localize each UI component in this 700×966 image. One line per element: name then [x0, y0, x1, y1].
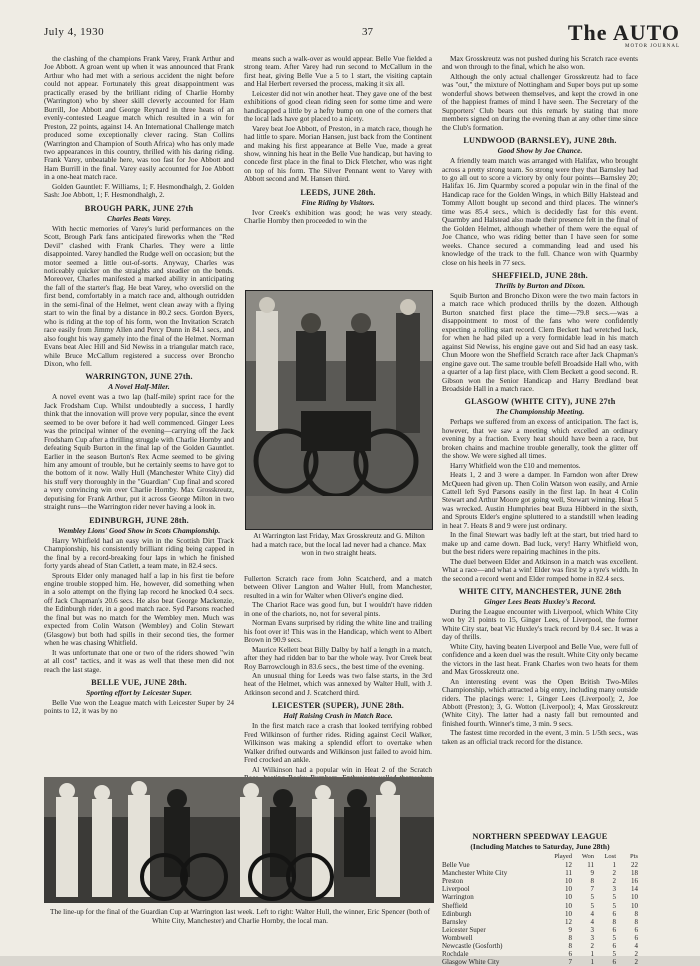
won-cell: 7 [590, 885, 594, 894]
won-cell: 5 [590, 893, 594, 902]
paragraph: An interesting event was the Open British Two-Miles Championship, which attracted a big entry, including many outside riders. The placings were: 1, Ginger Lees (Liverpool); 2, Joe Abbott (Preston); 3, G. Wotton (Liverpool); 4, Max Grosskreutz (White City). The latter had a nasty fall but remounted and finished fourth. Winner's time, 3 min. 9 secs. [442, 676, 638, 728]
points-cell: 6 [634, 933, 638, 942]
points-cell: 6 [634, 925, 638, 934]
paragraph: Varey beat Joe Abbott, of Preston, in a match race, though he had little to spare. Morian Hansen, just back from the Continent and making his first appearance at Belle Vue, made a great show, winning his heat in the Belle Vue handicap, but having to concede first place in the final to Dick Fletcher, who was right on top of his form. The Silver Pennant went to Varey with Abbott second and M. Hansen third. [244, 123, 432, 184]
league-row [442, 918, 638, 926]
paragraph: In the first match race a crash that looked terrifying robbed Fred Wilkinson of further rides. Riding against Cecil Walker, Wilkinson was making a splendid effort to overtake when Walker drifted outwards and Wilkinson just failed to avoid him. Fred crocked an ankle. [244, 721, 432, 765]
paragraph: The duel between Elder and Atkinson in a match was excellent. What a race—and what a win! Elder was first by a tyre's width. In the second a record went and Elder romped home in 82.4 secs. [442, 556, 638, 583]
played-cell: 11 [565, 869, 572, 878]
team-name: Newcastle (Gosforth) [442, 942, 503, 951]
col-lost: Lost [604, 853, 616, 860]
paragraph: means such a walk-over as would appear. Belle Vue fielded a strong team. After Varey had run second to McCallum in the first heat, giving Belle Vue a 5 to 1 start, the visiting captain and Hal Herbert reversed the process, making it six all. [244, 54, 432, 89]
lineup-photo-illustration [44, 777, 434, 903]
won-cell: 9 [590, 869, 594, 878]
page-number: 37 [362, 26, 373, 38]
won-cell: 1 [590, 958, 594, 966]
paragraph: The fastest time recorded in the event, 3 min. 5 1/5th secs., was taken as an official track record for the distance. [442, 728, 638, 746]
points-cell: 2 [634, 958, 638, 966]
won-cell: 5 [590, 901, 594, 910]
league-table-block [442, 832, 638, 966]
league-table [442, 853, 638, 966]
league-row [442, 893, 638, 901]
played-cell: 6 [568, 950, 572, 959]
played-cell: 10 [565, 909, 572, 918]
lost-cell: 6 [612, 909, 616, 918]
paragraph: During the League encounter with Liverpool, which White City won by 21 points to 15, Ginger Lees, of Liverpool, the former White City star, beat Vic Huxley's track record by 0.4 sec. It was a day of thrills. [442, 607, 638, 642]
paragraph: Max Grosskreutz was not pushed during his Scratch race events and won through to the final, which he also won. [442, 54, 638, 72]
paragraph: Leicester did not win another heat. They gave one of the best exhibitions of good clean riding seen for some time and were handicapped a little by a hefty bump on one of the corners that the local lads have got placed to a nicety. [244, 88, 432, 124]
won-cell: 3 [590, 925, 594, 934]
col-played: Played [554, 853, 572, 860]
played-cell: 10 [565, 885, 572, 894]
section-heading: LUNDWOOD (BARNSLEY), JUNE 28th. [463, 136, 617, 146]
won-cell: 2 [590, 942, 594, 951]
column-2-continued [244, 575, 432, 810]
section-heading: EDINBURGH, JUNE 28th. [89, 515, 189, 525]
played-cell: 8 [568, 933, 572, 942]
section-subheading: Good Show by Joe Chance. [497, 146, 583, 156]
won-cell: 4 [590, 909, 594, 918]
lost-cell: 6 [612, 942, 616, 951]
league-title: NORTHERN SPEEDWAY LEAGUE [472, 832, 608, 841]
belle-vue-preston-intro [44, 55, 234, 200]
league-row [442, 861, 638, 869]
points-cell: 14 [631, 885, 638, 894]
paragraph: A novel event was a two lap (half-mile) sprint race for the Jack Frodsham Cup. Whilst undoubtedly a success, I hardly think that the innovation will prove very popular, since the event seemed to be over before it had well commenced. Ginger Lees was the principal winner of the evening—carrying off the Jack Frodsham Cup after a thrilling struggle with Charlie Hornby and defeating Squib Burton in the final lap of the Golden Gauntlet. Earlier in the season Burton's Rex Acme seemed to be giving him any amount of trouble, but he certainly seems to have got to the bottom of it now. Wally Hull (Manchester White City) did his stuff very thoroughly in the "Guardian" Cup final and scored a very convincing win over Charlie Hornby. Max Grosskreutz, deputising for Frank Arthur, put it across George Milton in two straight runs—the Warrington rider never having a look in. [44, 392, 234, 512]
column-1 [44, 55, 234, 717]
lost-cell: 2 [612, 877, 616, 886]
section-subheading: Fine Riding by Visitors. [301, 197, 375, 207]
played-cell: 10 [565, 893, 572, 902]
section-subheading: The Championship Meeting. [495, 407, 585, 417]
paragraph: Fullerton Scratch race from John Scatcherd, and a match between Oliver Langton and Walter Hull, from Manchester, resulted in a win for Walter when Oliver's engine died. [244, 574, 432, 600]
team-name: Barnsley [442, 917, 467, 926]
league-row [442, 934, 638, 942]
league-row [442, 902, 638, 910]
league-row [442, 885, 638, 893]
league-row [442, 942, 638, 950]
team-name: Sheffield [442, 901, 468, 910]
points-cell: 8 [634, 917, 638, 926]
publication-logo: The AUTO [567, 20, 680, 45]
points-cell: 4 [634, 942, 638, 951]
paragraph: Norman Evans surprised by riding the white line and trailing his foot over it! This was in the Handicap, which went to Albert Brown in 90.9 secs. [244, 618, 432, 645]
paragraph: Squib Burton and Broncho Dixon were the two main factors in a match race which produced thrills by the dozen. Although Burton snatched first place the time—79.8 secs.—was a disappointment to most of the fans who were confidently expecting a rolling start record. Clem Beckett had wretched luck, for when he had piled up a very formidable lead in his match against Sid Newiss, his engine gave out and Sid had an easy task. Chun Moore won the Sheffield Scratch race after Jack Chapman's engine gave out. The same trouble befell Broadside Hall who, with a quarter of a lap first place, with Clem Beckett a good second. R. Gibson won the Senior Handicap and Harry Bredland beat Broadside Hall in a match race. [442, 290, 638, 393]
col-points: Pts [630, 853, 638, 860]
lost-cell: 8 [612, 917, 616, 926]
team-name: Liverpool [442, 885, 470, 894]
paragraph: The Chariot Race was good fun, but I wouldn't have ridden in one of the chariots, no, not for several pints. [244, 600, 432, 618]
section-subheading: Wembley Lions' Good Show in Scots Championship. [57, 525, 221, 535]
section-subheading: Charles Beats Varey. [106, 213, 172, 223]
points-cell: 8 [634, 909, 638, 918]
team-name: Edinburgh [442, 909, 472, 918]
league-subtitle: (Including Matches to Saturday, June 28th) [470, 842, 610, 851]
points-cell: 16 [631, 877, 638, 886]
played-cell: 12 [565, 917, 572, 926]
paragraph: White City, having beaten Liverpool and Belle Vue, were full of confidence and a keen duel was the result. White City only became the victors in the last heat. Frank Charles won two heats for them and Max Grosskreutz one. [442, 641, 639, 677]
won-cell: 4 [590, 917, 594, 926]
played-cell: 9 [568, 925, 572, 934]
played-cell: 10 [565, 901, 572, 910]
paragraph: Al Wilkinson had a popular win in Heat 2 of the Scratch [252, 764, 432, 774]
section-heading: BELLE VUE, JUNE 28th. [91, 678, 187, 687]
paragraph: Golden Gauntlet: F. Williams, 1; F. Hesmondhalgh, 2. Golden Sash: Joe Abbott, 1; F. Hesmondhalgh, 2. [44, 181, 234, 200]
section-subheading: Sporting effort by Leicester Super. [86, 688, 192, 697]
col-won: Won [581, 853, 594, 860]
lost-cell: 2 [612, 869, 616, 878]
paragraph: the clashing of the champions Frank Varey, Frank Arthur and Joe Abbott. A groan went up when it was announced that Frank Arthur who had met with a serious accident the night before could not appear. Fortunately this great disappointment was practically erased by the brilliant riding of Charlie Hornby (Warrington) who by sheer skill cleverly accounted for Ham Burrill, Joe Abbott and George Reynard in three heats of an evenly-contested League match which resulted in a win for Preston, 22 points, against 14. An International Challenge match produced some exceptionally clever racing. Stan Collins (Warrington and Champion of South Africa) who has only made two appearances in this country, thrilled with his daring riding. Frank Varey, unbeatable here, was too fast for Joe Abbott and Ham Burrill in the final. Varey easily accounted for Joe Abbott in a one-heat match race. [44, 54, 234, 182]
paragraph: In the final Stewart was badly left at the start, but tried hard to make up and came down. Bad luck, very! Harry Whitfield won, but the best riders were repairing machines in the pits. [442, 530, 638, 557]
lost-cell: 5 [612, 893, 616, 902]
played-cell: 12 [565, 861, 572, 870]
points-cell: 10 [631, 901, 638, 910]
played-cell: 10 [565, 877, 572, 886]
league-header-row [442, 853, 638, 861]
lost-cell: 5 [612, 950, 616, 959]
section-heading: LEEDS, JUNE 28th. [300, 187, 376, 197]
page-header [44, 20, 680, 52]
section-heading: WARRINGTON, JUNE 27th. [85, 372, 193, 382]
section-heading: SHEFFIELD, JUNE 28th. [492, 270, 588, 280]
lost-cell: 5 [612, 933, 616, 942]
paragraph: Harry Whitfield won the £10 and mementos. [450, 460, 581, 470]
league-row [442, 877, 638, 885]
league-row [442, 926, 638, 934]
section-heading: GLASGOW (WHITE CITY), JUNE 27th [464, 397, 616, 407]
section-heading: LEICESTER (SUPER), JUNE 28th. [271, 701, 405, 711]
publication-subtitle: MOTOR JOURNAL [625, 44, 680, 49]
won-cell: 11 [587, 861, 594, 870]
played-cell: 7 [568, 958, 572, 966]
section-subheading: Half Raising Crash in Match Race. [283, 711, 393, 721]
paragraph: Belle Vue won the League match with Leicester Super by 24 points to 12, it was by no [44, 698, 234, 716]
warrington-match-photo [245, 290, 433, 530]
league-row [442, 910, 638, 918]
league-row [442, 950, 638, 958]
paragraph: A friendly team match was arranged with Halifax, who brought across a pretty strong team. So strong were they that Barnsley had to go all out to score a victory by only four points—Barnsley 20; Halifax 16. Jim Quarmby scored a popular win in the final of the Handicap race for the Golden Wings, in which Billy Halstead and Tommy Allott bought up second and third places. The winner's time was 85.4 secs., which is decidedly fast for this event. Quarmby and Halstead also made their presence felt in the final of the Golden Helmet, although whether of them were the equal of Joe Chance, who was riding better than I have seen for some weeks. Chance secured a commanding lead and used his knowledge of the track to the full. Chance won with Quarmby close on his heels in 77 secs. [442, 156, 638, 267]
points-cell: 22 [631, 861, 638, 870]
lost-cell: 6 [612, 925, 616, 934]
played-cell: 8 [568, 942, 572, 951]
column-2 [244, 55, 432, 227]
won-cell: 8 [590, 877, 594, 886]
section-subheading: Thrills by Burton and Dixon. [494, 280, 586, 290]
league-row [442, 869, 638, 877]
section-subheading: Ginger Lees Beats Huxley's Record. [484, 597, 596, 607]
section-subheading: A Novel Half-Miler. [108, 382, 170, 392]
league-table-body [442, 861, 638, 966]
section-heading: WHITE CITY, MANCHESTER, JUNE 28th [458, 587, 622, 597]
column-3 [442, 55, 638, 747]
lost-cell: 3 [612, 885, 616, 894]
team-name: Belle Vue [442, 861, 470, 870]
team-name: Leicester Super [442, 925, 486, 934]
lost-cell: 5 [612, 901, 616, 910]
lost-cell: 1 [612, 861, 616, 870]
photo-caption: At Warrington last Friday, Max Grosskreutz and G. Milton had a match race, but the local lad never had a chance. Max won in two straight heats. [251, 531, 427, 558]
points-cell: 18 [631, 869, 638, 878]
issue-date: July 4, 1930 [44, 26, 105, 38]
team-name: Manchester White City [442, 869, 508, 878]
points-cell: 2 [634, 950, 638, 959]
team-name: Glasgow White City [442, 958, 500, 966]
paragraph: Heats 1, 2 and 3 were a damper. In Farndon won after Drew McQueen had given up. Then Colin Watson won easily, and Arnie Cattell left Syd Parsons easily in the first lap. In heat 4 Colin Stewart and Arthur Moore got going well, Stewart winning. Heat 5 was wrecked. Austin Humphries beat Buza Hibberd in the sixth, and Sprouts Elder's engine spluttered to a standstill when leading in heat 7. Heats 8 and 9 were just ordinary. [442, 470, 638, 530]
guardian-cup-lineup-photo [44, 777, 434, 903]
team-name: Wombwell [442, 933, 473, 942]
paragraph: It was unfortunate that one or two of the riders showed "win at all cost" tactics, and it was as well that these men did not reach the last stage. [44, 647, 234, 674]
paragraph: An unusual thing for Leeds was two false starts, in the 3rd heat of the Helmet, which was annexed by Walter Hull, with J. Atkinson second and J. Scatcherd third. [244, 670, 432, 697]
paragraph: Ivor Creek's exhibition was good; he was very steady. Charlie Hornby then proceeded to win the [244, 207, 432, 226]
won-cell: 1 [590, 950, 594, 959]
points-cell: 10 [631, 893, 638, 902]
paragraph: Although the only actual challenger Grosskreutz had to face was "out," the mixture of Nottingham and Super boys put up some wonderful shows between themselves, and kept the crowd in one of the happiest frames of mind I have seen. The Secretary of the Supporters' Club bears out this remark by stating that more members signed on during the evening than at any other time since the Club's formation. [442, 71, 638, 132]
paragraph: With hectic memories of Varey's lurid performances on the Scott, Brough Park fans anticipated fireworks when the "Red Devil" clashed with Frank Charles. They were a little disappointed. Varey handled the Rudge well on occasion; but the motor seemed a little out-of-sorts. Anyway, Charles was noticeably quicker on the straights and steadier on the bends. Moreover, Charles manifested a marked ability in anticipating the fall of the starter's flag. He beat Varey, who overslid on the first bend, comfortably in a match race and, although outridden in the semi-final of the Helmet, went clean away with a flying start to win the final by a distance in 80.2 secs. Gordon Byers, who is riding at the top of his form, won the Invitation Scratch race easily from Jimmy Allen and Percy Dunn in 84.1 secs, and also fought his way gamely into the final of the Helmet. Norman Evans beat Alec Hill and Sid Newiss in a triangular match race, while Bruce McCallum registered a success over Broncho Dixon, who fell. [44, 223, 234, 368]
league-row [442, 958, 638, 966]
riders-photo-illustration [246, 291, 432, 529]
paragraph: Sprouts Elder only managed half a lap in his first tie before engine trouble stopped him. He, however, did something when in a solo attempt on the flying lap record he knocked 0.4 secs. off Jack Chapman's 20.6 secs. He also beat George Mackenzie, the Edinburgh rider, in a good match race. Syd Parsons reached the final but was no match for the Wembley men. Much was expected from Colin Watson (Wembley) and Colin Stewart (Glasgow) but both had spills in their second ties, the former when he was chasing Whitfield. [44, 570, 234, 648]
bottom-photo-caption: The line-up for the final of the Guardian Cup at Warrington last week. Left to right: Walter Hull, the winner, Eric Spencer (both of White City, Manchester) and Charlie Hornby, the local man. [49, 907, 431, 925]
lost-cell: 6 [612, 958, 616, 966]
team-name: Rochdale [442, 950, 469, 959]
paragraph: Maurice Kellett beat Billy Dalby by half a length in a match, after they had ridden bar to bar the whole way. Ivor Creek beat Roy Barrowclough in 83.6 secs., the best time of the evening. [244, 644, 432, 671]
section-heading: BROUGH PARK, JUNE 27th [84, 203, 194, 213]
won-cell: 3 [590, 933, 594, 942]
paragraph: Perhaps we suffered from an excess of anticipation. The fact is, however, that we saw a meeting which excelled an ordinary evening by a fraction. Every heat should have been a race, but broken chains and machine trouble generally, took the glitter off the show. We were sighed all times. [442, 417, 638, 461]
paragraph: Harry Whitfield had an easy win in the Scottish Dirt Track Championship, his consistently brilliant riding being capped in the final by a record-breaking four laps in which he finished forty yards ahead of Stan Catlett, a team mate, in 82.4 secs. [44, 535, 234, 571]
team-name: Preston [442, 877, 463, 886]
team-name: Warrington [442, 893, 474, 902]
